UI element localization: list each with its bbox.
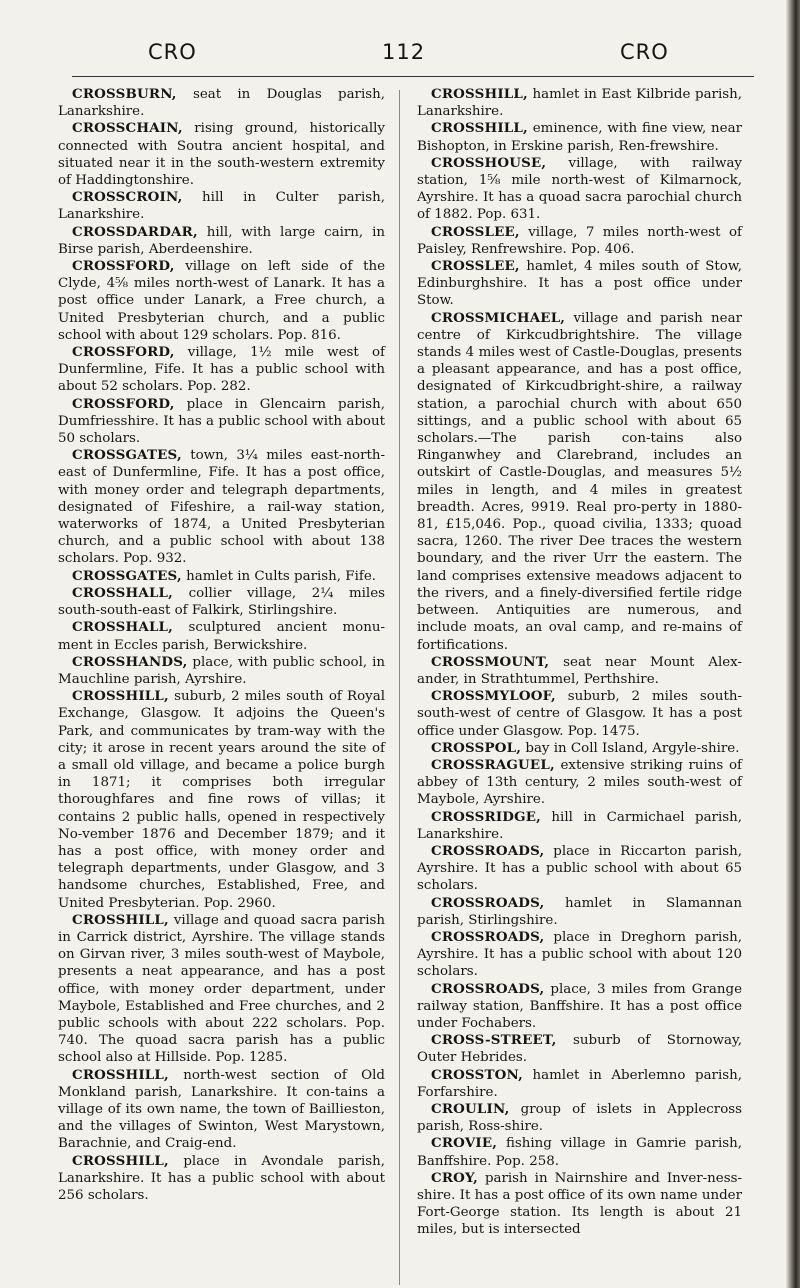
entry-headword: CROSSMYLOOF, — [431, 688, 556, 705]
gazetteer-entry — [417, 1170, 742, 1239]
entry-text: place in Riccarton parish, Ayrshire. It has a public school with about 65 scholars. — [417, 843, 742, 894]
entry-text: hamlet, 4 miles south of Stow, Edinburghshire. It has a post office under Stow. — [417, 259, 742, 309]
entry-text: hamlet in Cults parish, Fife. — [181, 568, 377, 584]
gazetteer-entry — [417, 86, 742, 120]
entry-text: parish in Nairnshire and Inver-ness-shire. It has a post office of its own name under Fort-George station. Its length is about 21 miles, but is intersected — [417, 1170, 742, 1238]
gazetteer-entry — [58, 396, 385, 448]
entry-headword: CROVIE, — [431, 1135, 498, 1152]
entry-headword: CROSSLEE, — [431, 258, 520, 275]
entry-headword: CROSSGATES, — [72, 447, 182, 464]
entry-headword: CROSSCHAIN, — [72, 120, 183, 137]
entry-text: hamlet in Aberlemno parish, Forfarshire. — [417, 1067, 742, 1100]
entry-headword: CROSSDARDAR, — [72, 223, 198, 240]
gazetteer-entry — [58, 619, 385, 653]
entry-headword: CROSS-STREET, — [431, 1032, 557, 1049]
entry-text: fishing village in Gamrie parish, Banffshire. Pop. 258. — [417, 1136, 742, 1169]
entry-headword: CROSSLEE, — [431, 223, 520, 240]
entry-text: village, with railway station, 1⅝ mile north-west of Kilmarnock, Ayrshire. It has a quoad sacra parochial church of 1882. Pop. 631. — [417, 155, 742, 223]
gazetteer-entry — [58, 912, 385, 1067]
gazetteer-entry — [417, 929, 742, 981]
header-rule — [72, 76, 754, 77]
entry-headword: CROULIN, — [431, 1100, 510, 1117]
entry-headword: CROSSHILL, — [72, 911, 169, 928]
gazetteer-entry — [58, 568, 385, 585]
entry-text: place in Glencairn parish, Dumfriesshire. It has a public school with about 50 scholars. — [58, 396, 385, 447]
entry-text: village on left side of the Clyde, 4⅝ miles north-west of Lanark. It has a post office under Lanark, a Free church, a United Presbyterian church, and a public school with about 129 scholars. Pop. 816. — [58, 259, 385, 343]
entry-headword: CROSSFORD, — [72, 258, 175, 275]
entry-headword: CROSSHILL, — [72, 1066, 169, 1083]
entry-text: suburb of Stornoway, Outer Hebrides. — [417, 1033, 742, 1066]
entry-text: extensive striking ruins of abbey of 13th century, 2 miles south-west of Maybole, Ayrshire. — [417, 757, 742, 808]
entry-text: north-west section of Old Monkland parish, Lanarkshire. It con-tains a village of its own name, the town of Baillieston, and the villages of Swinton, West Marystown, Barachnie, and Craig-end. — [58, 1067, 385, 1152]
entry-text: hamlet in Slamannan parish, Stirlingshire. — [417, 895, 742, 928]
gazetteer-entry — [417, 809, 742, 843]
entry-headword: CROSSHALL, — [72, 619, 174, 636]
entry-headword: CROSSHILL, — [72, 688, 169, 705]
gazetteer-entry — [58, 224, 385, 258]
gazetteer-entry — [58, 189, 385, 223]
entry-headword: CROY, — [431, 1169, 478, 1186]
header-left-guide-word: CRO — [148, 40, 197, 64]
gazetteer-entry — [417, 1101, 742, 1135]
entry-headword: CROSSTON, — [431, 1066, 523, 1083]
gazetteer-entry — [417, 310, 742, 654]
entry-text: hill, with large cairn, in Birse parish, Aberdeenshire. — [58, 224, 385, 257]
gazetteer-entry — [58, 1153, 385, 1205]
left-column — [58, 86, 385, 1204]
entry-headword: CROSSHILL, — [431, 120, 528, 137]
entry-headword: CROSSMICHAEL, — [431, 309, 566, 326]
entry-text: collier village, 2¼ miles south-south-east of Falkirk, Stirlingshire. — [58, 585, 385, 619]
entry-headword: CROSSCROIN, — [72, 189, 183, 206]
entry-text: suburb, 2 miles south of Royal Exchange, Glasgow. It adjoins the Queen's Park, and communicates by tram-way with the city; it arose in recent years around the site of a small old village, and became a police burgh in 1871; it comprises both irregular thoroughfares and fine rows of villas; it contains 2 public halls, opened in respectively No-vember 1876 and December 1879; and it has a post office, with money order and telegraph departments, under Glasgow, and 3 handsome churches, Established, Free, and United Presbyterian. Pop. 2960. — [58, 689, 385, 911]
entry-text: rising ground, historically connected with Soutra ancient hospital, and situated near it in the south-western extremity of Haddingtonshire. — [58, 121, 385, 189]
entry-text: eminence, with fine view, near Bishopton, in Erskine parish, Ren-frewshire. — [417, 121, 742, 154]
entry-text: bay in Coll Island, Argyle-shire. — [521, 740, 740, 756]
entry-headword: CROSSHILL, — [72, 1152, 169, 1169]
entry-text: hamlet in East Kilbride parish, Lanarkshire. — [417, 87, 742, 120]
entry-headword: CROSSGATES, — [72, 567, 182, 584]
gazetteer-entry — [58, 688, 385, 912]
gazetteer-entry — [417, 1067, 742, 1101]
page-edge-shadow — [786, 0, 800, 1288]
entry-headword: CROSSHILL, — [431, 86, 528, 102]
gazetteer-entry — [417, 688, 742, 740]
entry-headword: CROSSHOUSE, — [431, 154, 547, 171]
entry-headword: CROSSROADS, — [431, 842, 545, 859]
entry-headword: CROSSROADS, — [431, 928, 545, 945]
entry-text: place in Dreghorn parish, Ayrshire. It has a public school with about 120 scholars. — [417, 929, 742, 980]
right-column — [417, 86, 742, 1239]
entry-text: village and quoad sacra parish in Carrick district, Ayrshire. The village stands on Girvan river, 3 miles south-west of Maybole, presents a neat appearance, and has a post office, with money order department, under Maybole, Established and Free churches, and 2 public schools with about 222 scholars. Pop. 740. The quoad sacra parish has a public school also at Hillside. Pop. 1285. — [58, 912, 385, 1066]
gazetteer-entry — [417, 224, 742, 258]
gazetteer-entry — [58, 654, 385, 688]
entry-headword: CROSSHANDS, — [72, 653, 188, 670]
gazetteer-entry — [417, 757, 742, 809]
entry-headword: CROSSBURN, — [72, 86, 177, 102]
running-header — [0, 40, 800, 80]
entry-text: group of islets in Applecross parish, Ross-shire. — [417, 1101, 742, 1135]
gazetteer-entry — [417, 740, 742, 757]
entry-headword: CROSSHALL, — [72, 584, 174, 601]
gazetteer-entry — [417, 1032, 742, 1066]
entry-text: hill in Culter parish, Lanarkshire. — [58, 190, 385, 223]
entry-text: sculptured ancient monu-ment in Eccles parish, Berwickshire. — [58, 620, 385, 653]
entry-headword: CROSSROADS, — [431, 894, 545, 911]
gazetteer-entry — [58, 86, 385, 120]
entry-text: town, 3¼ miles east-north-east of Dunfermline, Fife. It has a post office, with money order and telegraph departments, designated of Fifeshire, a rail-way station, waterworks of 1874, a United Presbyterian church, and a public school with about 138 scholars. Pop. 932. — [58, 448, 385, 567]
gazetteer-entry — [417, 155, 742, 224]
entry-text: seat near Mount Alex-ander, in Strathtummel, Perthshire. — [417, 654, 742, 687]
header-right-guide-word: CRO — [620, 40, 669, 64]
gazetteer-entry — [417, 843, 742, 895]
entry-headword: CROSSMOUNT, — [431, 653, 550, 670]
gazetteer-entry — [417, 1135, 742, 1169]
gazetteer-entry — [417, 120, 742, 154]
gazetteer-entry — [58, 344, 385, 396]
entry-headword: CROSSPOL, — [431, 739, 522, 756]
entry-text: place, 3 miles from Grange railway station, Banffshire. It has a post office under Fochabers. — [417, 981, 742, 1031]
entry-headword: CROSSROADS, — [431, 980, 545, 997]
entry-headword: CROSSRIDGE, — [431, 808, 542, 825]
entry-text: village, 7 miles north-west of Paisley, Renfrewshire. Pop. 406. — [417, 224, 742, 257]
gazetteer-entry — [417, 895, 742, 929]
entry-text: suburb, 2 miles south-south-west of centre of Glasgow. It has a post office under Glasgow. Pop. 1475. — [417, 689, 742, 739]
entry-text: place in Avondale parish, Lanarkshire. It has a public school with about 256 scholars. — [58, 1153, 385, 1203]
entry-text: place, with public school, in Mauchline parish, Ayrshire. — [58, 654, 385, 687]
entry-text: hill in Carmichael parish, Lanarkshire. — [417, 809, 742, 842]
gazetteer-entry — [417, 981, 742, 1033]
entry-text: seat in Douglas parish, Lanarkshire. — [58, 87, 385, 120]
gazetteer-entry — [58, 1067, 385, 1153]
gazetteer-entry — [58, 258, 385, 344]
entry-text: village and parish near centre of Kirkcudbrightshire. The village stands 4 miles west of Castle-Douglas, presents a pleasant appearance, and has a post office, designated of Kirkcudbright-shire, a railway station, a parochial church with about 650 sittings, and a public school with about 65 scholars.—The parish con-tains also Ringanwhey and Clarebrand, includes an outskirt of Castle-Douglas, and measures 5½ miles in length, and 4 miles in greatest breadth. Acres, 9919. Real pro-perty in 1880-81, £15,046. Pop., quoad civilia, 1333; quoad sacra, 1260. The river Dee traces the western boundary, and the river Urr the eastern. The land comprises extensive meadows adjacent to the rivers, and a finely-diversified fertile ridge between. Antiquities are numerous, and include moats, an oval camp, and re-mains of fortifications. — [417, 310, 742, 653]
page-number: 112 — [382, 40, 426, 64]
gazetteer-entry — [58, 585, 385, 619]
entry-headword: CROSSFORD, — [72, 395, 175, 412]
entry-text: village, 1½ mile west of Dunfermline, Fife. It has a public school with about 52 scholars. Pop. 282. — [58, 345, 385, 395]
gazetteer-entry — [417, 258, 742, 310]
gazetteer-entry — [58, 447, 385, 567]
gazetteer-entry — [417, 654, 742, 688]
column-divider — [399, 90, 400, 1285]
entry-headword: CROSSFORD, — [72, 344, 175, 361]
entry-headword: CROSSRAGUEL, — [431, 756, 555, 773]
gazetteer-entry — [58, 120, 385, 189]
